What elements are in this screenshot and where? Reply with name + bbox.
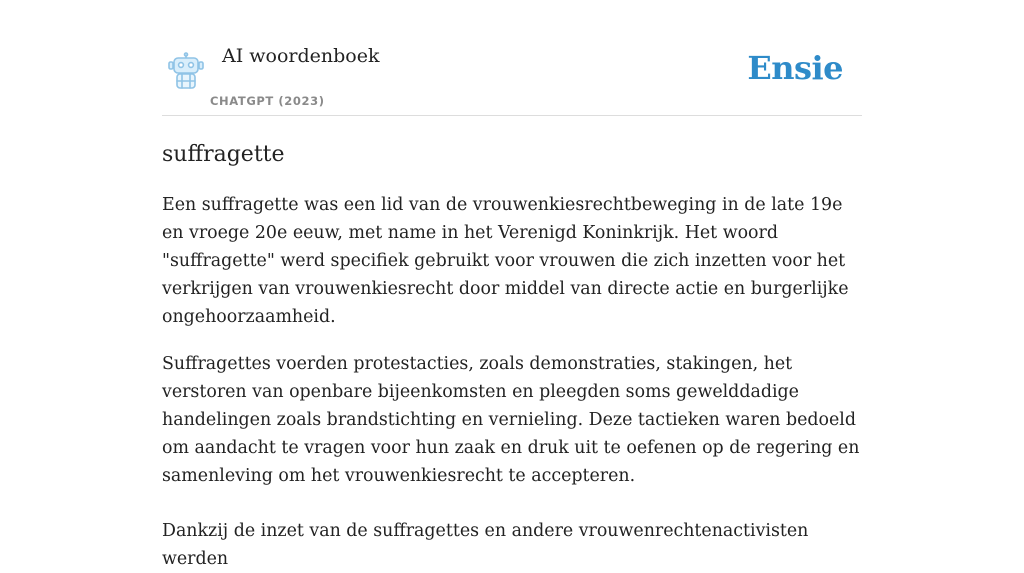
source-title[interactable]: AI woordenboek [222, 45, 380, 67]
entry-page [162, 0, 862, 569]
term-title: suffragette [162, 142, 285, 167]
brand-logo[interactable]: Ensie [747, 49, 843, 87]
definition [162, 191, 862, 573]
source-header [162, 0, 862, 116]
definition-paragraph: Een suffragette was een lid van de vrouwenkiesrechtbeweging in de late 19e en vroege 20e eeuw, met name in het Verenigd Koninkrijk. Het woord "suffragette" werd specifiek gebruikt voor vrouwen die zich inzetten voor het verkrijgen van vrouwenkiesrecht door middel van directe actie en burgerlijke ongehoorzaamheid. [162, 195, 849, 327]
source-meta: CHATGPT (2023) [210, 94, 325, 108]
definition-paragraph: Suffragettes voerden protestacties, zoals demonstraties, stakingen, het verstoren van openbare bijeenkomsten en pleegden soms gewelddadige handelingen zoals brandstichting en vernieling. Deze tactieken waren bedoeld om aandacht te vragen voor hun zaak en druk uit te oefenen op de regering en samenleving om het vrouwenkiesrecht te accepteren. [162, 354, 860, 486]
robot-icon [166, 52, 206, 90]
definition-paragraph: Dankzij de inzet van de suffragettes en andere vrouwenrechtenactivisten werden [162, 521, 809, 569]
